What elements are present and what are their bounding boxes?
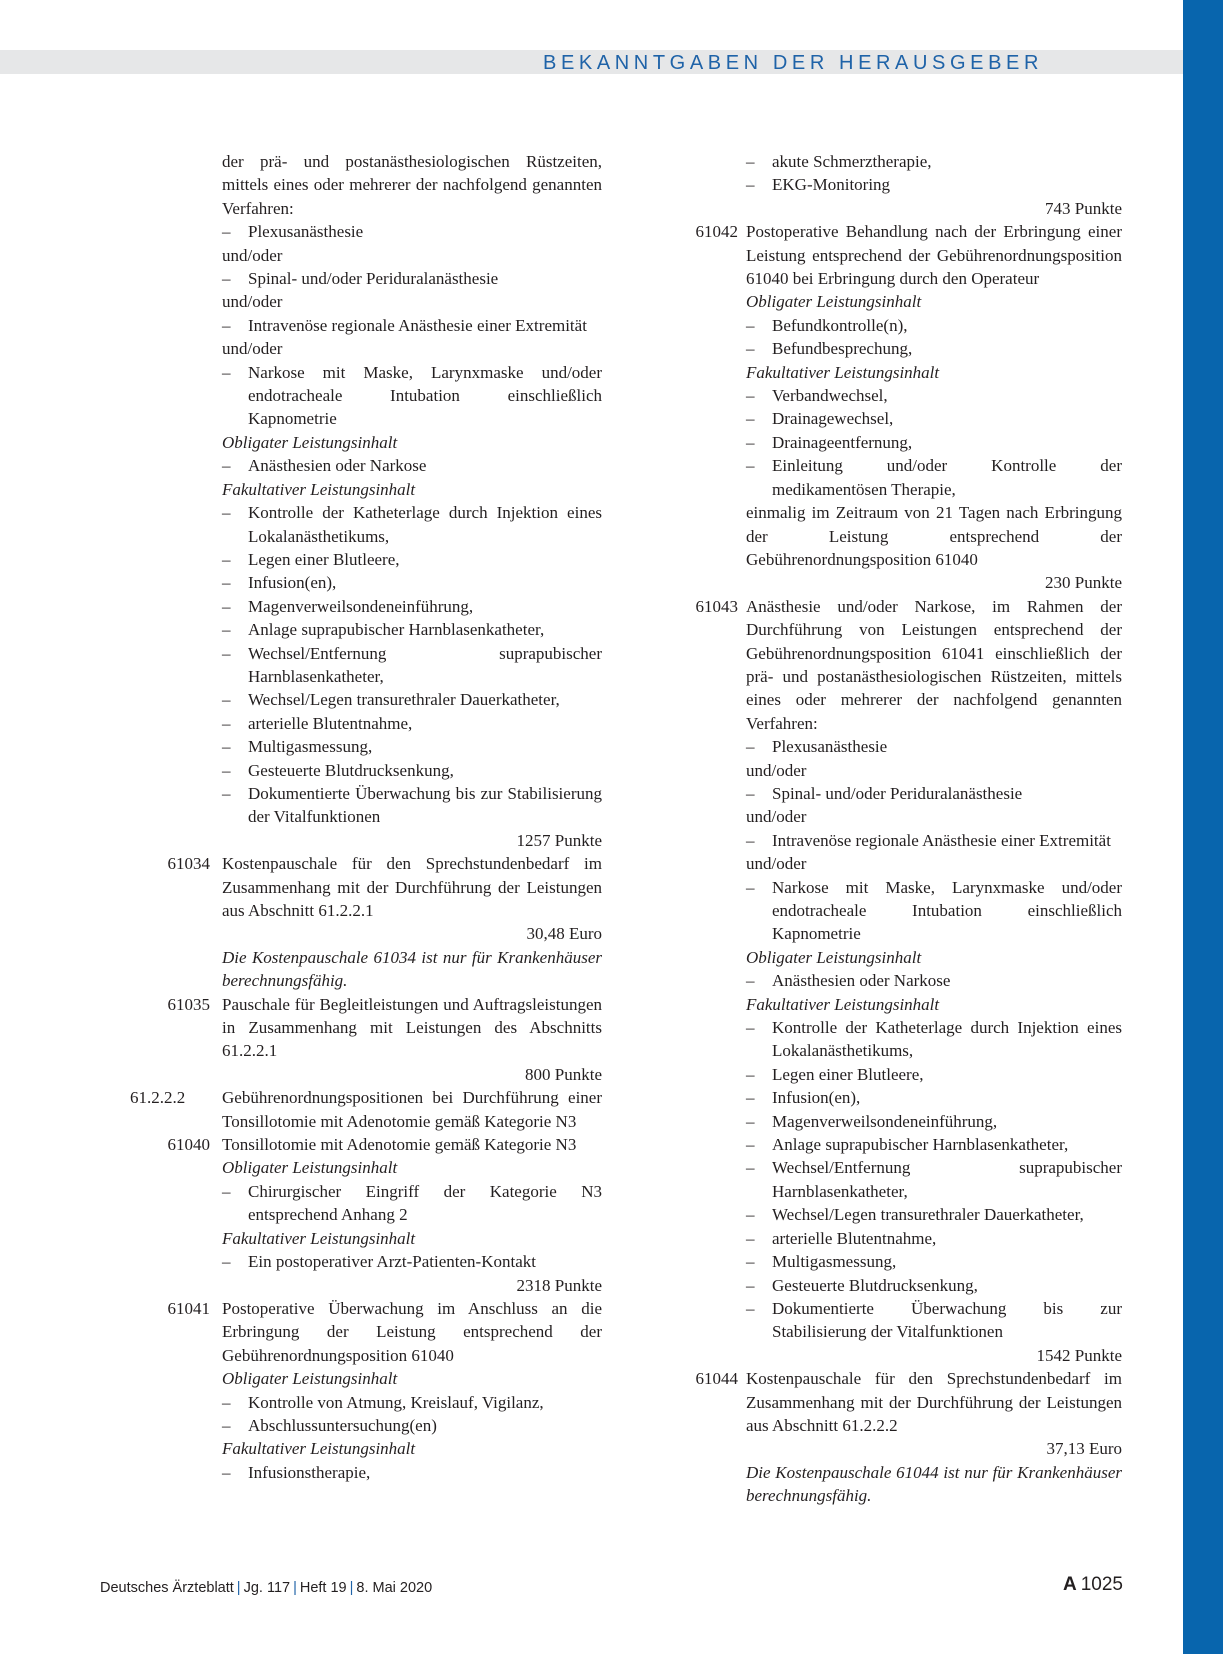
optional-item: – Drainagewechsel, [746, 407, 1122, 430]
procedure-item: – Intravenöse regionale Anästhesie einer Extremität [222, 314, 602, 337]
section-title: Gebührenordnungspositionen bei Durchführung einer Tonsillotomie mit Adenotomie gemäß Kategorie N3 [222, 1088, 602, 1131]
fee-description: Anästhesie und/oder Narkose, im Rahmen der Durchführung von Leistungen entsprechend der Gebührenordnungsposition 61041 einschließlich der prä- und postanästhesiologischen Rüstzeiten, mittels eines oder mehrerer der nachfolgend genannten Verfahren: [746, 596, 1122, 733]
fee-number: 61042 [695, 222, 738, 242]
optional-item: – arterielle Blutentnahme, [222, 712, 602, 735]
procedure-item: – Spinal- und/oder Periduralanästhesie [746, 782, 1122, 805]
obligatory-item: – Kontrolle von Atmung, Kreislauf, Vigilanz, [222, 1391, 602, 1414]
optional-item: – Wechsel/Entfernung suprapubischer Harnblasenkatheter, [746, 1156, 1122, 1203]
and-or-text: und/oder [222, 245, 283, 265]
fee-number: 61034 [167, 854, 210, 874]
optional-item: – Magenverweilsondeneinführung, [746, 1110, 1122, 1133]
separator: | [349, 1580, 354, 1596]
obligatory-item: – Anästhesien oder Narkose [746, 969, 1122, 992]
journal-date: 8. Mai 2020 [356, 1580, 433, 1596]
section-61-2-2-2 [110, 1086, 602, 1133]
and-or-text: und/oder [222, 339, 283, 359]
optional-item: – Gesteuerte Blutdrucksenkung, [746, 1274, 1122, 1297]
left-column [110, 150, 602, 1484]
optional-item: – arterielle Blutentnahme, [746, 1227, 1122, 1250]
optional-item: – Infusionstherapie, [222, 1461, 602, 1484]
optional-item: – Einleitung und/oder Kontrolle der medikamentösen Therapie, [746, 454, 1122, 501]
fee-entry-61040 [110, 1133, 602, 1297]
footer-citation [100, 1580, 432, 1596]
optional-item: – Infusion(en), [746, 1086, 1122, 1109]
points-value: 1542 Punkte [1036, 1345, 1122, 1365]
points-value: 800 Punkte [525, 1064, 602, 1084]
journal-volume: Jg. 117 [243, 1580, 291, 1596]
optional-item: – Gesteuerte Blutdrucksenkung, [222, 759, 602, 782]
optional-item: – Magenverweilsondeneinführung, [222, 595, 602, 618]
optional-item: – akute Schmerztherapie, [746, 150, 1122, 173]
optional-item: – Dokumentierte Überwachung bis zur Stabilisierung der Vitalfunktionen [222, 782, 602, 829]
fee-note: Die Kostenpauschale 61044 ist nur für Krankenhäuser berechnungsfähig. [746, 1462, 1122, 1506]
separator: | [293, 1580, 297, 1596]
fee-description: Postoperative Behandlung nach der Erbringung einer Leistung entsprechend der Gebührenordnungsposition 61040 bei Erbringung durch den Operateur [746, 222, 1122, 289]
points-value: 1257 Punkte [516, 830, 602, 850]
optional-item: – Ein postoperativer Arzt-Patienten-Kontakt [222, 1250, 602, 1273]
obligatory-heading: Obligater Leistungsinhalt [222, 1158, 398, 1178]
optional-item: – Wechsel/Legen transurethraler Dauerkatheter, [222, 688, 602, 711]
and-or-text: und/oder [746, 760, 807, 780]
fee-description: Tonsillotomie mit Adenotomie gemäß Kategorie N3 [222, 1135, 577, 1155]
page-prefix: A [1062, 1574, 1077, 1595]
points-value: 230 Punkte [1045, 573, 1122, 593]
fee-entry-61035 [110, 993, 602, 1087]
optional-item: – Wechsel/Legen transurethraler Dauerkatheter, [746, 1203, 1122, 1226]
and-or-text: und/oder [222, 292, 283, 312]
optional-item: – Multigasmessung, [746, 1250, 1122, 1273]
obligatory-heading: Obligater Leistungsinhalt [222, 432, 398, 452]
obligatory-heading: Obligater Leistungsinhalt [222, 1369, 398, 1389]
fee-number: 61040 [167, 1135, 210, 1155]
procedure-item: – Intravenöse regionale Anästhesie einer Extremität [746, 829, 1122, 852]
optional-item: – Infusion(en), [222, 571, 602, 594]
right-column [670, 150, 1122, 1508]
optional-heading: Fakultativer Leistungsinhalt [746, 994, 940, 1014]
fee-entry-61041 [110, 1297, 602, 1484]
fee-description: Pauschale für Begleitleistungen und Auftragsleistungen in Zusammenhang mit Leistungen des Abschnitts 61.2.2.1 [222, 994, 602, 1061]
optional-item: – Anlage suprapubischer Harnblasenkatheter, [222, 618, 602, 641]
obligatory-item: – Befundkontrolle(n), [746, 314, 1122, 337]
optional-heading: Fakultativer Leistungsinhalt [222, 1228, 416, 1248]
points-value: 743 Punkte [1045, 198, 1122, 218]
intro-text: der prä- und postanästhesiologischen Rüstzeiten, mittels eines oder mehrerer der nachfolgend genannten Verfahren: [222, 152, 602, 218]
optional-item: – Verbandwechsel, [746, 384, 1122, 407]
continued-entry [110, 150, 602, 852]
optional-item: – EKG-Monitoring [746, 173, 1122, 196]
optional-item: – Kontrolle der Katheterlage durch Injektion eines Lokalanästhetikums, [222, 501, 602, 548]
fee-closing-text: einmalig im Zeitraum von 21 Tagen nach Erbringung der Leistung entsprechend der Gebührenordnungsposition 61040 [746, 503, 1122, 569]
fee-number: 61043 [695, 596, 738, 616]
obligatory-item: – Abschlussuntersuchung(en) [222, 1414, 602, 1437]
journal-name: Deutsches Ärzteblatt [100, 1580, 234, 1596]
continued-entry-61041 [670, 150, 1122, 220]
procedure-item: – Plexusanästhesie [746, 735, 1122, 758]
fee-description: Postoperative Überwachung im Anschluss an die Erbringung der Leistung entsprechend der Gebührenordnungsposition 61040 [222, 1298, 602, 1365]
fee-entry-61043 [670, 595, 1122, 1367]
euro-amount: 30,48 Euro [526, 924, 602, 944]
section-number: 61.2.2.2 [130, 1088, 186, 1108]
fee-entry-61044 [670, 1367, 1122, 1507]
and-or-text: und/oder [746, 807, 807, 827]
fee-entry-61034 [110, 852, 602, 992]
obligatory-item: – Chirurgischer Eingriff der Kategorie N3 entsprechend Anhang 2 [222, 1180, 602, 1227]
procedure-item: – Narkose mit Maske, Larynxmaske und/oder endotracheale Intubation einschließlich Kapnometrie [746, 876, 1122, 946]
right-color-bar [1183, 0, 1223, 1654]
fee-entry-61042 [670, 220, 1122, 595]
procedure-item: – Spinal- und/oder Periduralanästhesie [222, 267, 602, 290]
optional-heading: Fakultativer Leistungsinhalt [222, 479, 416, 499]
fee-description: Kostenpauschale für den Sprechstundenbedarf im Zusammenhang mit der Durchführung der Leistungen aus Abschnitt 61.2.2.1 [222, 854, 602, 920]
optional-item: – Anlage suprapubischer Harnblasenkatheter, [746, 1133, 1122, 1156]
obligatory-heading: Obligater Leistungsinhalt [746, 292, 922, 312]
optional-item: – Drainageentfernung, [746, 431, 1122, 454]
optional-item: – Legen einer Blutleere, [746, 1063, 1122, 1086]
fee-number: 61044 [695, 1369, 738, 1389]
fee-number: 61035 [167, 994, 210, 1014]
and-or-text: und/oder [746, 854, 807, 874]
optional-item: – Dokumentierte Überwachung bis zur Stabilisierung der Vitalfunktionen [746, 1297, 1122, 1344]
points-value: 2318 Punkte [516, 1275, 602, 1295]
optional-item: – Legen einer Blutleere, [222, 548, 602, 571]
fee-description: Kostenpauschale für den Sprechstundenbedarf im Zusammenhang mit der Durchführung der Leistungen aus Abschnitt 61.2.2.2 [746, 1369, 1122, 1435]
optional-item: – Kontrolle der Katheterlage durch Injektion eines Lokalanästhetikums, [746, 1016, 1122, 1063]
obligatory-heading: Obligater Leistungsinhalt [746, 947, 922, 967]
optional-item: – Multigasmessung, [222, 735, 602, 758]
procedure-item: – Plexusanästhesie [222, 220, 602, 243]
page-number [1063, 1574, 1123, 1596]
optional-heading: Fakultativer Leistungsinhalt [746, 362, 940, 382]
separator: | [236, 1580, 241, 1596]
journal-issue: Heft 19 [299, 1580, 347, 1596]
optional-item: – Wechsel/Entfernung suprapubischer Harnblasenkatheter, [222, 642, 602, 689]
section-header-title: BEKANNTGABEN DER HERAUSGEBER [543, 52, 1043, 74]
obligatory-item: – Anästhesien oder Narkose [222, 454, 602, 477]
page-number-value: 1025 [1080, 1574, 1123, 1595]
optional-heading: Fakultativer Leistungsinhalt [222, 1439, 416, 1459]
obligatory-item: – Befundbesprechung, [746, 337, 1122, 360]
euro-amount: 37,13 Euro [1046, 1439, 1122, 1459]
fee-note: Die Kostenpauschale 61034 ist nur für Krankenhäuser berechnungsfähig. [222, 947, 602, 991]
procedure-item: – Narkose mit Maske, Larynxmaske und/oder endotracheale Intubation einschließlich Kapnometrie [222, 361, 602, 431]
fee-number: 61041 [167, 1298, 210, 1318]
